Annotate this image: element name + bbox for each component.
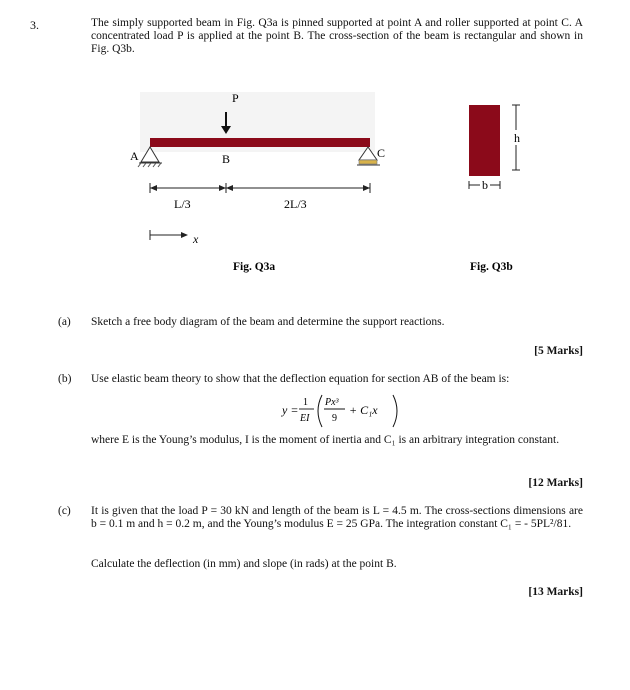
figure-a-caption: Fig. Q3a: [233, 261, 276, 273]
part-b-text2: where E is the Young’s modulus, I is the moment of inertia and C₁ is an arbitrary integration constant.: [91, 434, 560, 446]
point-b-label: B: [222, 152, 231, 166]
eq-left-paren: [318, 395, 322, 427]
load-label: P: [232, 91, 239, 105]
part-c-label: (c): [58, 505, 71, 517]
eq-lhs: y =: [282, 403, 299, 417]
question-number: 3.: [30, 18, 39, 32]
part-c-marks: [13 Marks]: [528, 586, 583, 598]
eq-tail: + C₁x: [349, 403, 378, 417]
dim-left-label: L/3: [174, 197, 191, 211]
part-a-text: Sketch a free body diagram of the beam and determine the support reactions.: [91, 316, 445, 328]
width-label: b: [482, 178, 488, 192]
part-a-label: (a): [58, 316, 71, 328]
eq-inner-den: 9: [332, 413, 337, 424]
dim-right-label: 2L/3: [284, 197, 307, 211]
part-c-text: It is given that the load P = 30 kN and length of the beam is L = 4.5 m. The cross-sections dimensions are b = 0.1 m and h = 0.2 m, and the Young’s modulus E = 25 GPa. The integration constant C₁ = - 5PL²/81.: [91, 505, 583, 530]
eq-frac-num: 1: [303, 397, 308, 408]
eq-right-paren: [393, 395, 397, 427]
part-c-text2: Calculate the deflection (in mm) and slope (in rads) at the point B.: [91, 558, 397, 570]
question-intro: The simply supported beam in Fig. Q3a is pinned supported at point A and roller supported at point C. A concentrated load P is applied at the point B. The cross-section of the beam is rectangular and shown in Fig. Q3b.: [91, 17, 583, 55]
eq-frac-den: EI: [300, 413, 310, 424]
x-axis-label: x: [193, 232, 199, 246]
part-a-marks: [5 Marks]: [534, 345, 583, 357]
part-b-marks: [12 Marks]: [528, 477, 583, 489]
height-label: h: [514, 131, 520, 145]
point-c-label: C: [377, 146, 386, 160]
figure-b-caption: Fig. Q3b: [470, 261, 513, 273]
point-a-label: A: [130, 149, 139, 163]
eq-inner-num: Px³: [325, 397, 339, 408]
part-b-label: (b): [58, 373, 72, 385]
part-b-text: Use elastic beam theory to show that the deflection equation for section AB of the beam is:: [91, 373, 510, 385]
